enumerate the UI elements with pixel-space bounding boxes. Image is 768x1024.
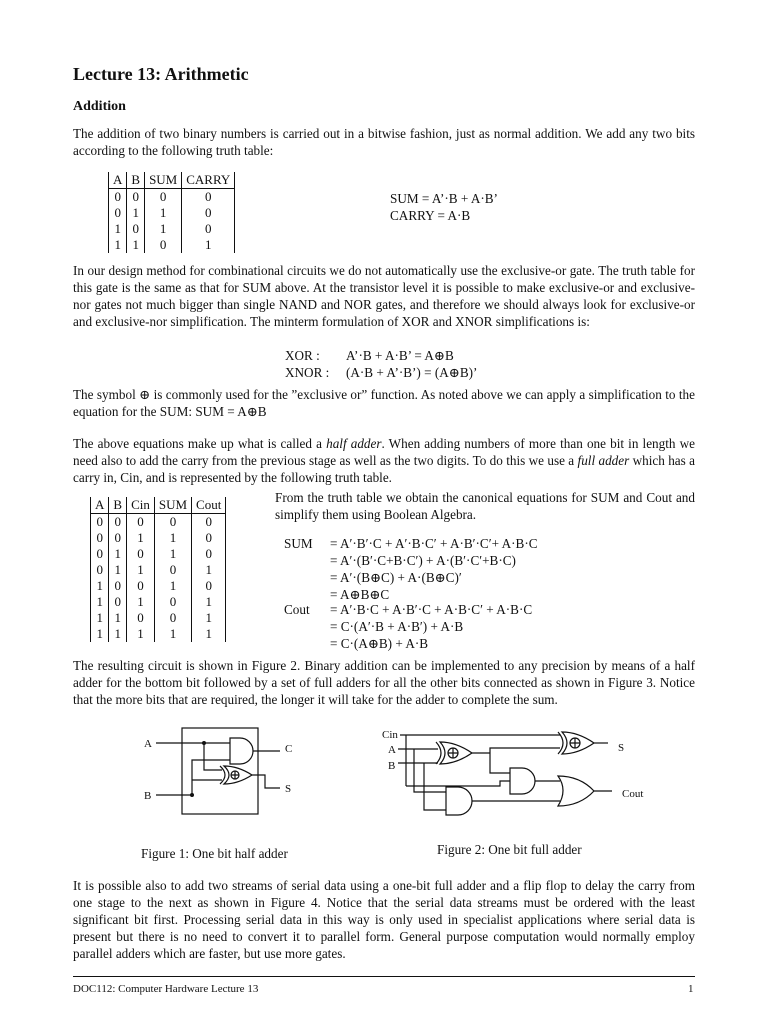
paragraph-half-adder: [73, 435, 695, 486]
sum-derivation-line: = A′·(B⊕C) + A·(B⊕C)′: [330, 570, 462, 585]
paragraph-canonical: From the truth table we obtain the canonical equations for SUM and Cout and simplify them using Boolean Algebra.: [275, 490, 695, 522]
xor-output-wire: [472, 748, 560, 773]
input-wires: [156, 743, 230, 795]
table-cell: 1: [127, 237, 145, 253]
cout-derivation-label: Cout: [284, 602, 310, 617]
table-row: [109, 237, 235, 253]
table-header-row: [109, 172, 235, 189]
junction-dot: [202, 741, 206, 745]
sum-derivation-line: = A′·B′·C + A′·B·C′ + A·B′·C′+ A·B·C: [330, 536, 538, 551]
sum-derivation-label: SUM: [284, 536, 313, 551]
table-cell: 1: [145, 221, 182, 237]
full-adder-diagram: [380, 726, 680, 826]
table-cell: 1: [109, 626, 127, 642]
circuit-box: [182, 728, 258, 814]
table-cell: 1: [127, 205, 145, 221]
table-cell: 1: [145, 205, 182, 221]
table-cell: 1: [109, 562, 127, 578]
cout-derivation-line: = A′·B·C + A·B′·C + A·B·C′ + A·B·C: [330, 602, 533, 617]
table-header: A: [109, 172, 127, 189]
table-cell: 1: [192, 562, 226, 578]
and-gate-icon: [230, 738, 253, 764]
text-run: The above equations make up what is called a: [73, 436, 327, 451]
output-label-cout: Cout: [622, 788, 644, 800]
table-cell: 0: [182, 189, 235, 206]
input-label-cin: Cin: [382, 729, 398, 741]
table-cell: 0: [91, 546, 109, 562]
table-header: SUM: [154, 497, 191, 514]
page-title: Lecture 13: Arithmetic: [73, 64, 249, 84]
table-cell: 0: [109, 205, 127, 221]
table-cell: 0: [182, 221, 235, 237]
or-gate-icon: [558, 776, 594, 806]
output-label-c: C: [285, 743, 293, 755]
input-label-a: A: [144, 738, 152, 750]
table-cell: 0: [192, 546, 226, 562]
table-row: [91, 562, 226, 578]
term-half-adder: half adder: [326, 436, 382, 451]
table-row: [91, 530, 226, 546]
table-header: B: [109, 497, 127, 514]
table-cell: 1: [154, 546, 191, 562]
cout-derivation-line: = C·(A⊕B) + A·B: [330, 636, 429, 651]
table-row: [91, 514, 226, 531]
table-cell: 1: [154, 626, 191, 642]
junction-dot: [190, 793, 194, 797]
page-number: 1: [688, 983, 694, 995]
table-cell: 1: [154, 578, 191, 594]
table-cell: 0: [192, 514, 226, 531]
table-cell: 0: [127, 221, 145, 237]
table-cell: 0: [109, 189, 127, 206]
table-cell: 1: [127, 562, 155, 578]
table-cell: 0: [127, 514, 155, 531]
table-cell: 0: [154, 562, 191, 578]
sum-derivation-line: = A⊕B⊕C: [330, 587, 390, 602]
table-cell: 0: [192, 530, 226, 546]
table-cell: 0: [91, 530, 109, 546]
input-wires: [398, 735, 560, 810]
term-full-adder: full adder: [577, 453, 630, 468]
section-heading: Addition: [73, 99, 126, 114]
table-header: A: [91, 497, 109, 514]
table-cell: 1: [182, 237, 235, 253]
table-header: Cin: [127, 497, 155, 514]
table-cell: 0: [109, 530, 127, 546]
sum-equation: SUM = A’·B + A·B’: [390, 191, 498, 206]
table-cell: 0: [182, 205, 235, 221]
cout-derivation-line: = C·(A′·B + A·B′) + A·B: [330, 619, 464, 634]
table-row: [91, 578, 226, 594]
xor-expression: A’·B + A·B’ = A⊕B: [346, 348, 454, 363]
table-cell: 0: [192, 578, 226, 594]
and-output-wires: [472, 781, 560, 801]
table-cell: 1: [127, 594, 155, 610]
input-label-a: A: [388, 744, 396, 756]
table-row: [91, 610, 226, 626]
table-cell: 1: [127, 626, 155, 642]
output-label-s: S: [285, 783, 292, 795]
figure2-caption: Figure 2: One bit full adder: [437, 842, 582, 857]
paragraph-circuit: The resulting circuit is shown in Figure 2. Binary addition can be implemented to any precision by means of a half adder for the bottom bit followed by a set of full adders for all the other bits connected as shown in Figure 3. Notice that the more bits that are required, the longer it will take for the adder to complete the sum.: [73, 658, 695, 707]
and-gate-icon: [510, 768, 535, 794]
table-cell: 1: [192, 626, 226, 642]
table-cell: 1: [109, 221, 127, 237]
half-adder-diagram: [130, 722, 320, 822]
paragraph-xor-intro: In our design method for combinational circuits we do not automatically use the exclusive-or gate. The truth table for this gate is the same as that for SUM above. At the transistor level it is possible to make exclusive-or and exclusive-nor gates not much bigger than single NAND and NOR gates, and therefore we should always look for exclusive-or and exclusive-nor simplification. The minterm formulation of XOR and XNOR simplifications is:: [73, 263, 695, 329]
text-run: which has a carry in, Cin, and is represented by the following truth table.: [73, 453, 695, 485]
paragraph-xor-symbol: The symbol ⊕ is commonly used for the ”exclusive or” function. As noted above we can apply a simplification to the equation for the SUM: SUM = A⊕B: [73, 387, 695, 419]
table-cell: 0: [91, 562, 109, 578]
xnor-expression: (A·B + A’·B’) = (A⊕B)’: [346, 365, 478, 380]
table-cell: 0: [109, 514, 127, 531]
table-cell: 0: [145, 189, 182, 206]
table-cell: 1: [154, 530, 191, 546]
table-header: SUM: [145, 172, 182, 189]
xor-gate-icon: [220, 766, 225, 784]
table-header: B: [127, 172, 145, 189]
xor-gate-icon: [436, 742, 441, 764]
table-cell: 1: [192, 610, 226, 626]
xnor-label: XNOR :: [285, 365, 330, 380]
text-run: . When adding numbers of more than one bit in length we need also to add the carry from the previous stage as well as the two digits. To do this we use a: [73, 436, 695, 468]
sum-derivation-line: = A′·(B′·C+B·C′) + A·(B′·C′+B·C): [330, 553, 516, 568]
carry-equation: CARRY = A·B: [390, 208, 471, 223]
table-cell: 0: [109, 594, 127, 610]
input-label-b: B: [144, 790, 152, 802]
table-row: [109, 189, 235, 206]
table-cell: 1: [91, 578, 109, 594]
table-cell: 1: [192, 594, 226, 610]
full-adder-truth-table: [90, 497, 226, 642]
table-cell: 1: [127, 530, 155, 546]
table-cell: 0: [145, 237, 182, 253]
table-row: [109, 221, 235, 237]
table-cell: 0: [154, 514, 191, 531]
table-cell: 0: [127, 546, 155, 562]
table-cell: 0: [127, 610, 155, 626]
table-cell: 0: [154, 610, 191, 626]
output-label-s: S: [618, 742, 625, 754]
table-cell: 1: [109, 237, 127, 253]
and-gate-icon: [446, 787, 472, 815]
half-adder-truth-table: [108, 172, 235, 253]
xor-label: XOR :: [285, 348, 320, 363]
table-header: CARRY: [182, 172, 235, 189]
table-row: [91, 626, 226, 642]
paragraph-serial: It is possible also to add two streams of serial data using a one-bit full adder and a flip flop to delay the carry from one stage to the next as shown in Figure 4. Notice that the serial data streams must be ordered with the least significant bit first. Processing serial data in this way is only used in specialist applications where serial data is present but there is no need to convert it to parallel form. General purpose computation would normally employ parallel adders which are faster, but use more gates.: [73, 878, 695, 961]
table-row: [91, 546, 226, 562]
cin-to-and-wire: [406, 781, 510, 786]
table-cell: 0: [127, 189, 145, 206]
table-header-row: [91, 497, 226, 514]
input-label-b: B: [388, 760, 396, 772]
table-cell: 0: [154, 594, 191, 610]
footer-rule: [73, 976, 695, 977]
table-cell: 1: [91, 626, 109, 642]
table-cell: 0: [109, 578, 127, 594]
table-header: Cout: [192, 497, 226, 514]
table-cell: 0: [91, 514, 109, 531]
paragraph-intro: The addition of two binary numbers is carried out in a bitwise fashion, just as normal addition. We add any two bits according to the following truth table:: [73, 126, 695, 158]
output-wires: [252, 751, 280, 788]
table-row: [109, 205, 235, 221]
table-cell: 0: [127, 578, 155, 594]
figure1-caption: Figure 1: One bit half adder: [141, 846, 288, 861]
table-row: [91, 594, 226, 610]
table-cell: 1: [91, 610, 109, 626]
table-cell: 1: [91, 594, 109, 610]
table-cell: 1: [109, 610, 127, 626]
table-cell: 1: [109, 546, 127, 562]
footer-course: DOC112: Computer Hardware Lecture 13: [73, 983, 259, 995]
